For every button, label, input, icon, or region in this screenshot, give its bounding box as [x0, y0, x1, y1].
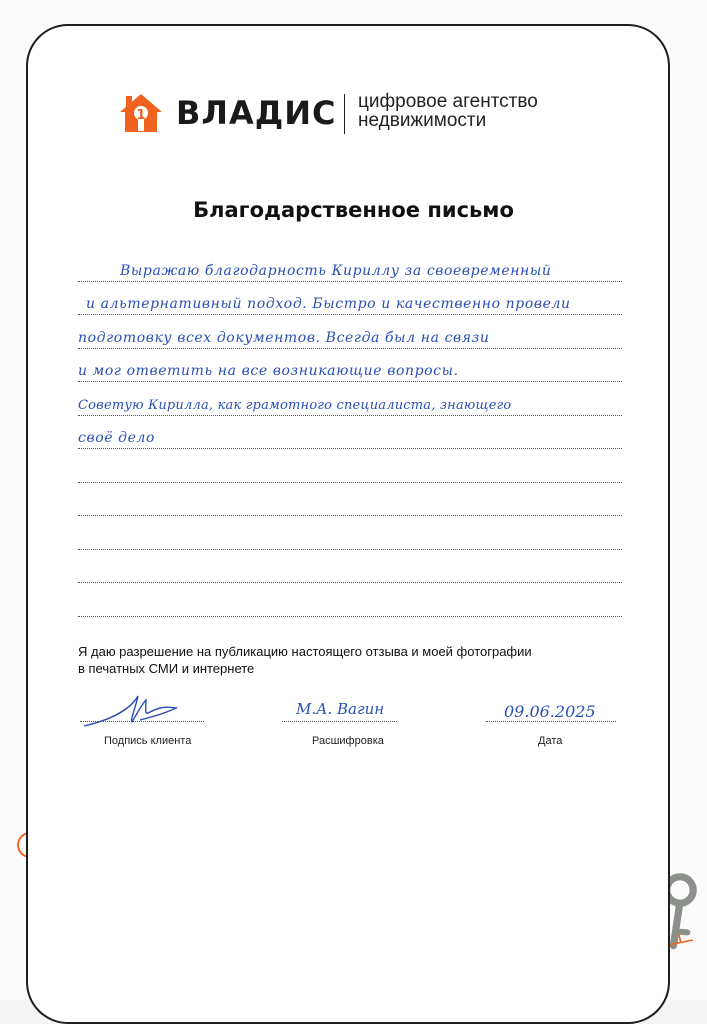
- handwritten-text: и мог ответить на все возникающие вопросы.: [78, 363, 459, 379]
- brand-tagline: [358, 92, 538, 130]
- consent-line-2: в печатных СМИ и интернете: [78, 661, 255, 676]
- company-logo: [118, 92, 588, 136]
- decode-handwritten: М.А. Вагин: [296, 700, 385, 718]
- client-signature: [80, 690, 204, 730]
- signature-line: [282, 721, 397, 722]
- ruled-line: [78, 282, 622, 316]
- ruled-line: [78, 248, 622, 282]
- brand-name: ВЛАДИС: [176, 94, 337, 132]
- house-badge-number: [135, 104, 147, 122]
- ruled-line: [78, 416, 622, 450]
- svg-text:1: 1: [136, 108, 146, 122]
- letter-title: Благодарственное письмо: [193, 198, 514, 222]
- ruled-line: [78, 483, 622, 517]
- handwritten-text: Выражаю благодарность Кириллу за своевременный: [120, 262, 552, 279]
- signature-line: [486, 721, 616, 722]
- ruled-line: [78, 516, 622, 550]
- handwritten-text: и альтернативный подход. Быстро и качественно провели: [86, 296, 571, 312]
- ruled-line: [78, 315, 622, 349]
- ruled-line: [78, 382, 622, 416]
- consent-line-1: Я даю разрешение на публикацию настоящего отзыва и моей фотографии: [78, 644, 532, 659]
- date-handwritten: 09.06.2025: [504, 702, 596, 721]
- decode-field: [282, 690, 397, 736]
- ruled-line: [78, 449, 622, 483]
- ruled-line: [78, 583, 622, 617]
- handwritten-text: Советую Кирилла, как грамотного специалиста, знающего: [78, 397, 512, 413]
- ruled-line: [78, 349, 622, 383]
- client-signature-label: Подпись клиента: [104, 735, 192, 747]
- handwritten-text: своё дело: [78, 430, 156, 446]
- handwritten-text: подготовку всех документов. Всегда был на связи: [78, 329, 490, 346]
- logo-divider: [344, 94, 345, 134]
- tagline-line-2: недвижимости: [358, 110, 487, 131]
- decode-label: Расшифровка: [312, 735, 384, 747]
- publication-consent: [78, 643, 532, 677]
- client-signature-field: [80, 690, 204, 736]
- ruled-line: [78, 550, 622, 584]
- tagline-line-1: цифровое агентство: [358, 91, 538, 112]
- date-field: [486, 690, 616, 736]
- letter-body: [78, 248, 622, 617]
- date-label: Дата: [538, 735, 563, 747]
